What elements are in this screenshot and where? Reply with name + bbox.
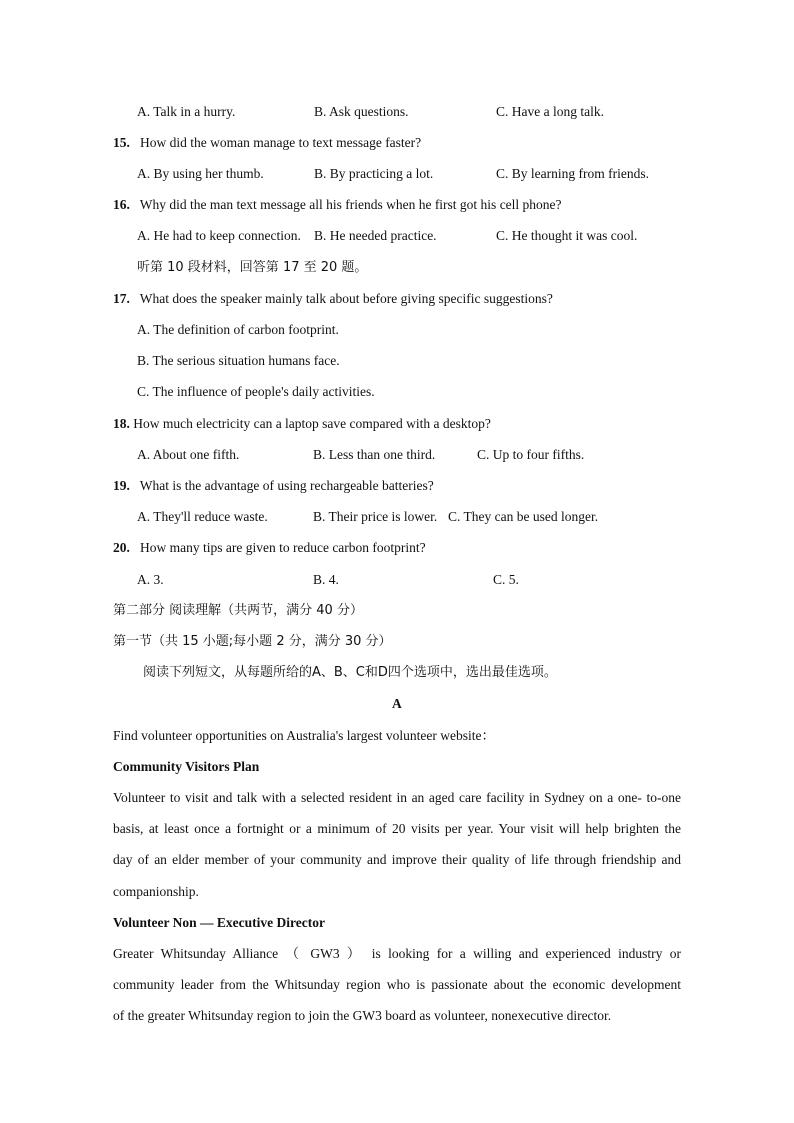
q16-text: Why did the man text message all his friends when he first got his cell phone? [139, 197, 562, 212]
q19-question [113, 478, 434, 494]
q17-text: What does the speaker mainly talk about before giving specific suggestions? [139, 291, 553, 306]
q20-option-c: C. 5. [493, 572, 519, 587]
q17-option-c: C. The influence of people's daily activities. [137, 384, 375, 399]
q20-option-a: A. 3. [137, 572, 164, 587]
q14-option-a: A. Talk in a hurry. [137, 104, 236, 119]
q18-option-a: A. About one fifth. [137, 447, 240, 462]
q18-number: 18. [113, 416, 130, 431]
passage-intro: Find volunteer opportunities on Australia's largest volunteer website： [113, 728, 495, 743]
q17-number: 17. [113, 291, 130, 306]
q20-number: 20. [113, 540, 130, 555]
item-2-title: Volunteer Non — Executive Director [113, 915, 325, 930]
item-2-line-1: Greater Whitsunday Alliance （ GW3 ） is looking for a willing and experienced industry or [113, 946, 681, 961]
q15-option-c: C. By learning from friends. [496, 166, 649, 181]
q19-option-c: C. They can be used longer. [448, 509, 599, 524]
q16-number: 16. [113, 197, 130, 212]
q17-question [113, 291, 553, 307]
item-1-line-4: companionship. [113, 884, 199, 899]
item-1-line-1: Volunteer to visit and talk with a selected resident in an aged care facility in Sydney on a one- to-one [113, 790, 681, 805]
item-1-line-2: basis, at least once a fortnight or a minimum of 20 visits per year. Your visit will help brighten the [113, 821, 681, 836]
item-2-line-3: of the greater Whitsunday region to join the GW3 board as volunteer, nonexecutive director. [113, 1008, 612, 1023]
q15-text: How did the woman manage to text message faster? [140, 135, 422, 150]
q15-question [113, 135, 421, 151]
reading-instruction: 阅读下列短文，从每题所给的A、B、C和D四个选项中，选出最佳选项。 [143, 665, 557, 680]
passage-label: A [392, 696, 402, 711]
q18-option-c: C. Up to four fifths. [477, 447, 585, 462]
q18-question [113, 416, 491, 432]
q19-option-a: A. They'll reduce waste. [137, 509, 268, 524]
section-10-instruction: 听第 10 段材料，回答第 17 至 20 题。 [137, 260, 368, 275]
q20-question [113, 540, 426, 556]
q15-option-b: B. By practicing a lot. [314, 166, 434, 181]
q15-option-a: A. By using her thumb. [137, 166, 264, 181]
part-2-title: 第二部分 阅读理解（共两节，满分 40 分） [113, 603, 363, 618]
item-1-title: Community Visitors Plan [113, 759, 260, 774]
q19-text: What is the advantage of using rechargeable batteries? [139, 478, 434, 493]
q17-option-a: A. The definition of carbon footprint. [137, 322, 339, 337]
q20-text: How many tips are given to reduce carbon footprint? [140, 540, 426, 555]
q16-option-b: B. He needed practice. [314, 228, 437, 243]
q18-option-b: B. Less than one third. [313, 447, 436, 462]
q19-option-b: B. Their price is lower. [313, 509, 438, 524]
q16-option-a: A. He had to keep connection. [137, 228, 301, 243]
q14-option-b: B. Ask questions. [314, 104, 409, 119]
q18-text: How much electricity can a laptop save compared with a desktop? [133, 416, 491, 431]
q19-number: 19. [113, 478, 130, 493]
item-2-line-2: community leader from the Whitsunday region who is passionate about the economic development [113, 977, 681, 992]
q16-question [113, 197, 562, 213]
q16-option-c: C. He thought it was cool. [496, 228, 638, 243]
q17-option-b: B. The serious situation humans face. [137, 353, 340, 368]
section-1-title: 第一节（共 15 小题;每小题 2 分，满分 30 分） [113, 634, 392, 649]
item-1-line-3: day of an elder member of your community and improve their quality of life through friendship and [113, 852, 681, 867]
q20-option-b: B. 4. [313, 572, 339, 587]
q14-option-c: C. Have a long talk. [496, 104, 604, 119]
q15-number: 15. [113, 135, 130, 150]
